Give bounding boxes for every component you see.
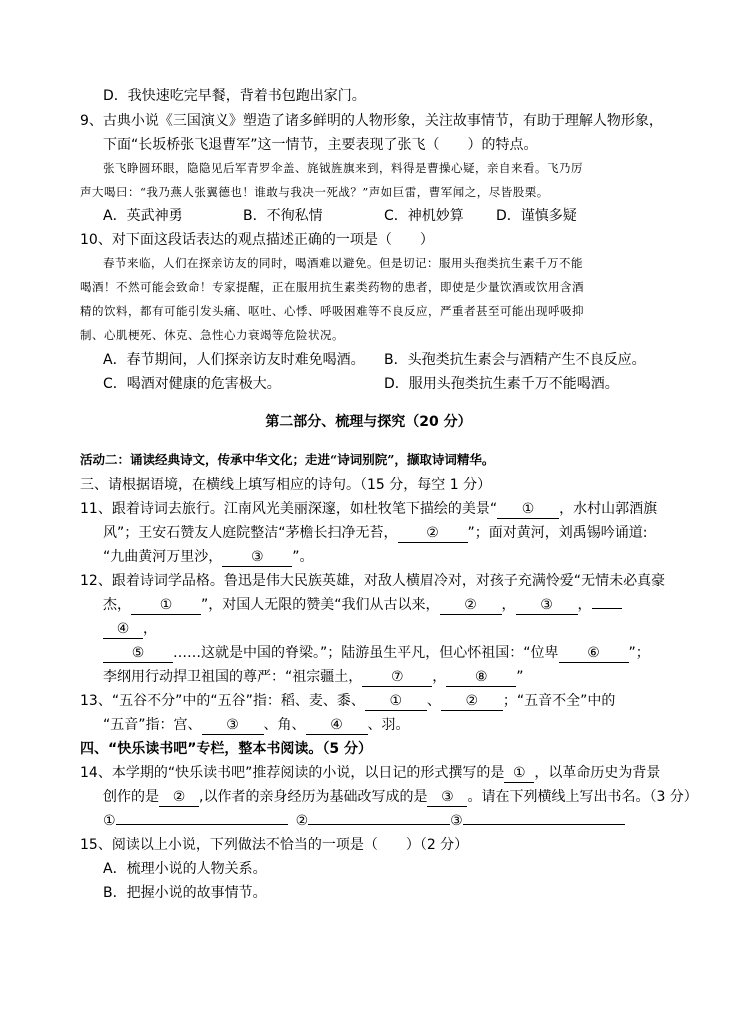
q14-text-c: 创作的是 — [103, 789, 159, 805]
option-15b: B．把握小说的故事情节。 — [103, 885, 267, 901]
option-15a: A．梳理小说的人物关系。 — [103, 861, 267, 877]
q11-text-f: ”。 — [292, 549, 314, 565]
q11-text-e: “九曲黄河万里沙， — [103, 549, 223, 565]
q12-text-i: ， — [432, 669, 447, 685]
q13-text-d: “五音”指：宫、 — [103, 717, 202, 733]
q13-text-a: 13、“五谷不分”中的“五谷”指：稻、麦、黍、 — [80, 693, 365, 709]
q11-text-a: 11、跟着诗词去旅行。江南风光美丽深邃，如杜牧笔下描绘的美景“ — [80, 501, 498, 517]
passage-10-line1: 春节来临，人们在探亲访友的同时，喝酒难以避免。但是切记：服用头孢类抗生素千万不能 — [103, 256, 583, 270]
q12-text-e: ， — [143, 621, 157, 637]
question-11-line2 — [103, 523, 648, 543]
blank-12-3[interactable]: ③ — [516, 597, 578, 615]
passage-10-line3: 精的饮料，都有可能引发头痛、呕吐、心悸、呼吸困难等不良反应，严重者甚至可能出现呼吸抑 — [80, 304, 584, 318]
question-14-line2 — [103, 787, 698, 807]
blank-14-1[interactable]: ① — [504, 765, 534, 783]
section-4-heading: 四、“快乐读书吧”专栏，整本书阅读。（5 分） — [80, 741, 373, 757]
option-9c: C．神机妙算 — [384, 208, 464, 224]
blank-13-4[interactable]: ④ — [306, 717, 368, 735]
q14-text-b: ，以革命历史为背景 — [534, 765, 661, 781]
question-15: 15、阅读以上小说，下列做法不恰当的一项是（ ）（2 分） — [80, 837, 469, 853]
q11-text-c: 风”；王安石赞友人庭院整洁“茅檐长扫净无苔， — [103, 525, 398, 541]
q12-text-b: ”，对国人无限的赞美“我们从古以来， — [201, 597, 440, 613]
blank-14-2[interactable]: ② — [159, 789, 199, 807]
question-10: 10、对下面这段话表达的观点描述正确的一项是（ ） — [80, 232, 434, 248]
blank-11-1[interactable]: ① — [497, 501, 559, 519]
option-10d: D．服用头孢类抗生素千万不能喝酒。 — [384, 376, 619, 392]
q13-text-f: 、羽。 — [367, 717, 410, 733]
question-9-line2: 下面“长坂桥张飞退曹军”这一情节，主要表现了张飞（ ）的特点。 — [103, 137, 538, 153]
q12-text-d: ， — [577, 597, 592, 613]
q12-text-c: ， — [501, 597, 516, 613]
book-1-mark: ① — [103, 813, 116, 829]
option-10c: C．喝酒对健康的危害极大。 — [103, 376, 281, 392]
blank-14-3[interactable]: ③ — [427, 789, 467, 807]
blank-12-4a[interactable] — [592, 608, 622, 609]
passage-9-line1: 张飞睁圆环眼，隐隐见后军青罗伞盖、旄钺旌旗来到，料得是曹操心疑，亲自来看。飞乃厉 — [103, 161, 583, 175]
blank-12-8[interactable]: ⑧ — [446, 669, 516, 687]
question-14-line1 — [80, 763, 660, 783]
q13-text-e: 、角、 — [263, 717, 306, 733]
passage-10-line4: 制、心肌梗死、休克、急性心力衰竭等危险状况。 — [80, 328, 344, 342]
q12-text-g: ”； — [628, 645, 650, 661]
blank-12-2[interactable]: ② — [440, 597, 502, 615]
question-12-line5 — [103, 667, 524, 687]
question-12-line1: 12、跟着诗词学品格。鲁迅是伟大民族英雄，对敌人横眉冷对，对孩子充满怜爱“无情未必真豪 — [80, 573, 666, 589]
q13-text-c: ；“五音不全”中的 — [502, 693, 616, 709]
question-11-line3 — [103, 547, 314, 567]
blank-12-6[interactable]: ⑥ — [559, 645, 629, 663]
blank-11-2[interactable]: ② — [398, 525, 468, 543]
blank-11-3[interactable]: ③ — [222, 549, 292, 567]
question-12-line4 — [103, 643, 650, 663]
blank-13-3[interactable]: ③ — [202, 717, 264, 735]
blank-13-2[interactable]: ② — [441, 693, 503, 711]
q11-text-b: ，水村山郭酒旗 — [559, 501, 658, 517]
section-3-heading: 三、请根据语境，在横线上填写相应的诗句。（15 分，每空 1 分） — [80, 477, 492, 493]
passage-9-line2: 声大喝曰：“我乃燕人张翼德也！谁敢与我决一死战？”声如巨雷，曹军闻之，尽皆股栗。 — [80, 185, 549, 199]
q14-text-d: ,以作者的亲身经历为基础改写成的是 — [199, 789, 428, 805]
question-12-line2 — [103, 595, 622, 615]
book-title-3-field[interactable] — [463, 824, 625, 825]
q13-text-b: 、 — [426, 693, 441, 709]
q12-text-f: ……这就是中国的脊梁。”；陆游虽生平凡，但心怀祖国：“位卑 — [173, 645, 559, 661]
book-title-2-field[interactable] — [308, 824, 450, 825]
q12-text-h: 李纲用行动捍卫祖国的尊严：“祖宗疆土， — [103, 669, 363, 685]
q12-text-j: ” — [516, 669, 524, 685]
passage-10-line2: 喝酒！不然可能会致命！专家提醒，正在服用抗生素类药物的患者，即使是少量饮酒或饮用含酒 — [80, 280, 584, 294]
option-10a: A．春节期间，人们探亲访友时难免喝酒。 — [103, 352, 365, 368]
blank-13-1[interactable]: ① — [365, 693, 427, 711]
question-9-line1: 9、古典小说《三国演义》塑造了诸多鲜明的人物形象，关注故事情节，有助于理解人物形象， — [80, 113, 663, 129]
question-13-line1 — [80, 691, 615, 711]
part-2-heading: 第二部分、梳理与探究（20 分） — [265, 414, 472, 430]
option-9d: D．谨慎多疑 — [496, 208, 577, 224]
question-13-line2 — [103, 715, 410, 735]
q14-text-a: 14、本学期的“快乐读书吧”推荐阅读的小说，以日记的形式撰写的是 — [80, 765, 505, 781]
book-title-line — [103, 811, 625, 831]
blank-12-1[interactable]: ① — [131, 597, 201, 615]
book-2-mark: ② — [295, 813, 309, 829]
blank-12-7[interactable]: ⑦ — [362, 669, 432, 687]
question-11-line1 — [80, 499, 657, 519]
q14-text-e: 。请在下列横线上写出书名。（3 分） — [467, 789, 698, 805]
option-10b: B．头孢类抗生素会与酒精产生不良反应。 — [384, 352, 646, 368]
activity-2-heading: 活动二：诵读经典诗文，传承中华文化；走进“诗词别院”，撷取诗词精华。 — [80, 452, 495, 467]
blank-12-5[interactable]: ⑤ — [103, 645, 173, 663]
option-9a: A．英武神勇 — [103, 208, 183, 224]
option-d-prev: D．我快速吃完早餐，背着书包跑出家门。 — [103, 88, 366, 104]
q12-text-a: 杰， — [103, 597, 131, 613]
blank-12-4[interactable]: ④ — [103, 621, 143, 639]
question-12-line3 — [103, 619, 157, 639]
book-title-1-field[interactable] — [116, 824, 288, 825]
q11-text-d: ”；面对黄河，刘禹锡吟诵道: — [467, 525, 648, 541]
book-3-mark: ③ — [450, 813, 463, 829]
option-9b: B．不徇私情 — [243, 208, 323, 224]
